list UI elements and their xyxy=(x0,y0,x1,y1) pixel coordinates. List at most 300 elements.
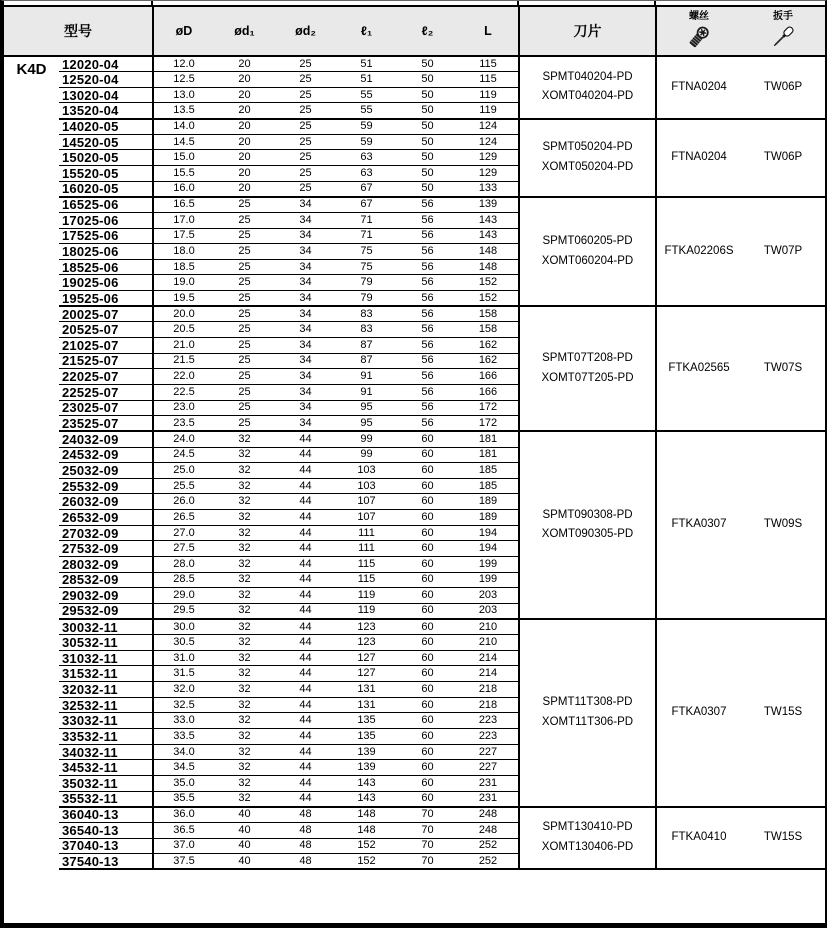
dim-cell: 60 xyxy=(397,463,458,479)
dim-cell: 25 xyxy=(275,103,336,119)
model-cell: 20025-07 xyxy=(59,306,153,322)
dim-cell: 50 xyxy=(397,72,458,88)
col-header-model: 型号 xyxy=(4,6,153,56)
dim-cell: 44 xyxy=(275,666,336,682)
dim-cell: 40 xyxy=(214,838,275,854)
dim-cell: 33.5 xyxy=(153,729,214,745)
dim-cell: 32 xyxy=(214,463,275,479)
dim-cell: 56 xyxy=(397,384,458,400)
dim-cell: 21.5 xyxy=(153,353,214,369)
dim-cell: 148 xyxy=(458,259,519,275)
dim-cell: 139 xyxy=(458,197,519,213)
dim-cell: 18.0 xyxy=(153,244,214,260)
dim-cell: 87 xyxy=(336,353,397,369)
dim-cell: 60 xyxy=(397,510,458,526)
dim-cell: 59 xyxy=(336,119,397,135)
dim-cell: 14.0 xyxy=(153,119,214,135)
dim-cell: 60 xyxy=(397,478,458,494)
insert-code: XOMT07T205-PD xyxy=(541,371,634,384)
dim-cell: 50 xyxy=(397,181,458,197)
dim-cell: 56 xyxy=(397,306,458,322)
dim-cell: 23.5 xyxy=(153,416,214,432)
dim-cell: 32 xyxy=(214,697,275,713)
dim-cell: 210 xyxy=(458,619,519,635)
dim-cell: 133 xyxy=(458,181,519,197)
insert-code: SPMT040204-PD xyxy=(542,70,633,83)
dim-cell: 34 xyxy=(275,306,336,322)
dim-cell: 35.0 xyxy=(153,775,214,791)
dim-cell: 32.0 xyxy=(153,682,214,698)
model-cell: 21525-07 xyxy=(59,353,153,369)
dim-cell: 50 xyxy=(397,134,458,150)
dim-cell: 25 xyxy=(275,72,336,88)
model-cell: 37540-13 xyxy=(59,854,153,870)
wrench-cell: TW07P xyxy=(741,197,825,306)
wrench-cell: TW06P xyxy=(741,119,825,197)
dim-cell: 16.0 xyxy=(153,181,214,197)
dim-cell: 32 xyxy=(214,510,275,526)
dim-cell: 162 xyxy=(458,338,519,354)
dim-cell: 99 xyxy=(336,431,397,447)
dim-cell: 27.5 xyxy=(153,541,214,557)
model-cell: 21025-07 xyxy=(59,338,153,354)
dim-cell: 25 xyxy=(275,87,336,103)
model-cell: 30032-11 xyxy=(59,619,153,635)
model-cell: 26532-09 xyxy=(59,510,153,526)
dim-cell: 20 xyxy=(214,72,275,88)
dim-cell: 40 xyxy=(214,822,275,838)
dim-cell: 181 xyxy=(458,431,519,447)
col-header-l1: ℓ₁ xyxy=(336,6,397,56)
col-header-screw xyxy=(656,6,741,56)
model-cell: 15520-05 xyxy=(59,165,153,181)
dim-cell: 123 xyxy=(336,635,397,651)
dim-cell: 60 xyxy=(397,775,458,791)
col-header-od2: ød₂ xyxy=(275,6,336,56)
dim-cell: 25 xyxy=(275,56,336,72)
dim-cell: 63 xyxy=(336,165,397,181)
dim-cell: 32 xyxy=(214,744,275,760)
dim-cell: 44 xyxy=(275,729,336,745)
dim-cell: 20.5 xyxy=(153,322,214,338)
model-cell: 23025-07 xyxy=(59,400,153,416)
dim-cell: 143 xyxy=(336,775,397,791)
dim-cell: 172 xyxy=(458,400,519,416)
dim-cell: 115 xyxy=(336,572,397,588)
dim-cell: 50 xyxy=(397,87,458,103)
dim-cell: 60 xyxy=(397,541,458,557)
dim-cell: 40 xyxy=(214,807,275,823)
model-cell: 36540-13 xyxy=(59,822,153,838)
dim-cell: 135 xyxy=(336,729,397,745)
dim-cell: 203 xyxy=(458,588,519,604)
dim-cell: 25 xyxy=(214,244,275,260)
dim-cell: 50 xyxy=(397,103,458,119)
dim-cell: 22.5 xyxy=(153,384,214,400)
dim-cell: 34 xyxy=(275,212,336,228)
dim-cell: 37.0 xyxy=(153,838,214,854)
dim-cell: 21.0 xyxy=(153,338,214,354)
dim-cell: 60 xyxy=(397,713,458,729)
column-divider-stub xyxy=(517,1,519,5)
dim-cell: 67 xyxy=(336,181,397,197)
dim-cell: 51 xyxy=(336,56,397,72)
model-cell: 15020-05 xyxy=(59,150,153,166)
dim-cell: 48 xyxy=(275,807,336,823)
model-cell: 17525-06 xyxy=(59,228,153,244)
dim-cell: 26.5 xyxy=(153,510,214,526)
screw-cell: FTKA0307 xyxy=(656,431,741,619)
dim-cell: 95 xyxy=(336,400,397,416)
dim-cell: 166 xyxy=(458,369,519,385)
dim-cell: 12.5 xyxy=(153,72,214,88)
dim-cell: 60 xyxy=(397,791,458,807)
series-label: K4D xyxy=(16,61,47,78)
col-header-insert: 刀片 xyxy=(519,6,656,56)
dim-cell: 60 xyxy=(397,431,458,447)
dim-cell: 20 xyxy=(214,56,275,72)
dim-cell: 71 xyxy=(336,212,397,228)
dim-cell: 12.0 xyxy=(153,56,214,72)
dim-cell: 50 xyxy=(397,56,458,72)
screwdriver-icon xyxy=(769,23,797,51)
dim-cell: 32 xyxy=(214,775,275,791)
dim-cell: 194 xyxy=(458,525,519,541)
dim-cell: 36.5 xyxy=(153,822,214,838)
dim-cell: 44 xyxy=(275,557,336,573)
model-cell: 34032-11 xyxy=(59,744,153,760)
dim-cell: 32 xyxy=(214,572,275,588)
dim-cell: 158 xyxy=(458,322,519,338)
model-cell: 24032-09 xyxy=(59,431,153,447)
dim-cell: 115 xyxy=(336,557,397,573)
insert-code: XOMT050204-PD xyxy=(541,160,634,173)
model-cell: 22525-07 xyxy=(59,384,153,400)
dim-cell: 13.5 xyxy=(153,103,214,119)
model-cell: 31032-11 xyxy=(59,650,153,666)
dim-cell: 44 xyxy=(275,697,336,713)
dim-cell: 60 xyxy=(397,603,458,619)
dim-cell: 152 xyxy=(336,838,397,854)
insert-code: XOMT11T306-PD xyxy=(541,715,634,728)
dim-cell: 50 xyxy=(397,119,458,135)
dim-cell: 34 xyxy=(275,197,336,213)
screw-label: 螺丝 xyxy=(689,10,709,22)
dim-cell: 44 xyxy=(275,760,336,776)
dim-cell: 44 xyxy=(275,431,336,447)
model-cell: 32532-11 xyxy=(59,697,153,713)
dim-cell: 25 xyxy=(214,212,275,228)
dim-cell: 60 xyxy=(397,525,458,541)
dim-cell: 55 xyxy=(336,87,397,103)
dim-cell: 185 xyxy=(458,463,519,479)
model-cell: 37040-13 xyxy=(59,838,153,854)
table-row xyxy=(4,807,825,823)
insert-code: SPMT050204-PD xyxy=(542,141,633,154)
dim-cell: 32 xyxy=(214,650,275,666)
dim-cell: 91 xyxy=(336,369,397,385)
screw-cell: FTKA0410 xyxy=(656,807,741,870)
dim-cell: 32 xyxy=(214,525,275,541)
dim-cell: 36.0 xyxy=(153,807,214,823)
dim-cell: 27.0 xyxy=(153,525,214,541)
screw-cell: FTKA02565 xyxy=(656,306,741,431)
insert-cell xyxy=(519,306,656,431)
dim-cell: 44 xyxy=(275,447,336,463)
dim-cell: 166 xyxy=(458,384,519,400)
dim-cell: 34 xyxy=(275,291,336,307)
dim-cell: 20.0 xyxy=(153,306,214,322)
model-cell: 33032-11 xyxy=(59,713,153,729)
dim-cell: 30.5 xyxy=(153,635,214,651)
col-header-oD: øD xyxy=(153,6,214,56)
dim-cell: 32 xyxy=(214,447,275,463)
dim-cell: 143 xyxy=(336,791,397,807)
dim-cell: 25 xyxy=(214,416,275,432)
dim-cell: 25 xyxy=(214,400,275,416)
model-cell: 16020-05 xyxy=(59,181,153,197)
dim-cell: 131 xyxy=(336,697,397,713)
model-cell: 12020-04 xyxy=(59,56,153,72)
dim-cell: 56 xyxy=(397,338,458,354)
dim-cell: 218 xyxy=(458,697,519,713)
model-cell: 29532-09 xyxy=(59,603,153,619)
dim-cell: 20 xyxy=(214,119,275,135)
dim-cell: 56 xyxy=(397,275,458,291)
dim-cell: 25 xyxy=(214,275,275,291)
dim-cell: 20 xyxy=(214,181,275,197)
dim-cell: 34 xyxy=(275,275,336,291)
dim-cell: 34 xyxy=(275,259,336,275)
insert-code: SPMT090308-PD xyxy=(542,508,633,521)
dim-cell: 25 xyxy=(214,322,275,338)
dim-cell: 25.0 xyxy=(153,463,214,479)
dim-cell: 34 xyxy=(275,353,336,369)
model-cell: 32032-11 xyxy=(59,682,153,698)
dim-cell: 252 xyxy=(458,854,519,870)
dim-cell: 13.0 xyxy=(153,87,214,103)
dim-cell: 79 xyxy=(336,291,397,307)
dim-cell: 75 xyxy=(336,244,397,260)
dim-cell: 115 xyxy=(458,72,519,88)
dim-cell: 148 xyxy=(458,244,519,260)
dim-cell: 32 xyxy=(214,603,275,619)
dim-cell: 25 xyxy=(214,197,275,213)
dim-cell: 60 xyxy=(397,666,458,682)
dim-cell: 60 xyxy=(397,572,458,588)
dim-cell: 44 xyxy=(275,572,336,588)
dim-cell: 60 xyxy=(397,635,458,651)
dim-cell: 32 xyxy=(214,431,275,447)
dim-cell: 185 xyxy=(458,478,519,494)
model-cell: 31532-11 xyxy=(59,666,153,682)
table-row xyxy=(4,119,825,135)
wrench-cell: TW06P xyxy=(741,56,825,119)
dim-cell: 70 xyxy=(397,822,458,838)
dim-cell: 15.0 xyxy=(153,150,214,166)
model-cell: 19025-06 xyxy=(59,275,153,291)
dim-cell: 199 xyxy=(458,557,519,573)
dim-cell: 48 xyxy=(275,838,336,854)
dim-cell: 26.0 xyxy=(153,494,214,510)
model-cell: 14520-05 xyxy=(59,134,153,150)
model-cell: 26032-09 xyxy=(59,494,153,510)
column-divider-stub xyxy=(654,1,656,5)
dim-cell: 25 xyxy=(275,150,336,166)
dim-cell: 25 xyxy=(214,228,275,244)
dim-cell: 189 xyxy=(458,494,519,510)
dim-cell: 44 xyxy=(275,775,336,791)
spec-table xyxy=(4,5,825,870)
dim-cell: 252 xyxy=(458,838,519,854)
dim-cell: 158 xyxy=(458,306,519,322)
dim-cell: 115 xyxy=(458,56,519,72)
dim-cell: 107 xyxy=(336,494,397,510)
table-row xyxy=(4,619,825,635)
model-cell: 25532-09 xyxy=(59,478,153,494)
dim-cell: 25.5 xyxy=(153,478,214,494)
wrench-cell: TW15S xyxy=(741,619,825,807)
wrench-cell: TW07S xyxy=(741,306,825,431)
dim-cell: 32 xyxy=(214,682,275,698)
dim-cell: 227 xyxy=(458,744,519,760)
dim-cell: 20 xyxy=(214,87,275,103)
dim-cell: 111 xyxy=(336,541,397,557)
dim-cell: 16.5 xyxy=(153,197,214,213)
wrench-cell: TW09S xyxy=(741,431,825,619)
dim-cell: 60 xyxy=(397,760,458,776)
dim-cell: 152 xyxy=(336,854,397,870)
dim-cell: 56 xyxy=(397,400,458,416)
model-cell: 14020-05 xyxy=(59,119,153,135)
dim-cell: 44 xyxy=(275,650,336,666)
dim-cell: 32 xyxy=(214,791,275,807)
dim-cell: 20 xyxy=(214,150,275,166)
model-cell: 16525-06 xyxy=(59,197,153,213)
dim-cell: 56 xyxy=(397,416,458,432)
dim-cell: 25 xyxy=(275,181,336,197)
column-divider-stub xyxy=(151,1,153,5)
insert-cell xyxy=(519,807,656,870)
dim-cell: 143 xyxy=(458,212,519,228)
dim-cell: 20 xyxy=(214,134,275,150)
dim-cell: 70 xyxy=(397,854,458,870)
dim-cell: 34 xyxy=(275,369,336,385)
dim-cell: 32 xyxy=(214,713,275,729)
model-cell: 29032-09 xyxy=(59,588,153,604)
dim-cell: 111 xyxy=(336,525,397,541)
dim-cell: 95 xyxy=(336,416,397,432)
dim-cell: 60 xyxy=(397,650,458,666)
insert-code: XOMT060204-PD xyxy=(541,254,634,267)
dim-cell: 14.5 xyxy=(153,134,214,150)
dim-cell: 60 xyxy=(397,729,458,745)
dim-cell: 28.5 xyxy=(153,572,214,588)
dim-cell: 44 xyxy=(275,525,336,541)
dim-cell: 214 xyxy=(458,666,519,682)
dim-cell: 20 xyxy=(214,165,275,181)
dim-cell: 56 xyxy=(397,244,458,260)
model-cell: 27532-09 xyxy=(59,541,153,557)
dim-cell: 56 xyxy=(397,353,458,369)
dim-cell: 248 xyxy=(458,822,519,838)
insert-code: XOMT040204-PD xyxy=(541,90,634,103)
screw-cell: FTNA0204 xyxy=(656,56,741,119)
dim-cell: 172 xyxy=(458,416,519,432)
model-cell: 13020-04 xyxy=(59,87,153,103)
dim-cell: 181 xyxy=(458,447,519,463)
dim-cell: 55 xyxy=(336,103,397,119)
dim-cell: 29.5 xyxy=(153,603,214,619)
dim-cell: 56 xyxy=(397,228,458,244)
model-cell: 22025-07 xyxy=(59,369,153,385)
insert-cell xyxy=(519,119,656,197)
dim-cell: 135 xyxy=(336,713,397,729)
dim-cell: 25 xyxy=(214,353,275,369)
dim-cell: 70 xyxy=(397,838,458,854)
col-header-l2: ℓ₂ xyxy=(397,6,458,56)
model-cell: 27032-09 xyxy=(59,525,153,541)
dim-cell: 231 xyxy=(458,791,519,807)
col-header-od1: ød₁ xyxy=(214,6,275,56)
dim-cell: 60 xyxy=(397,557,458,573)
dim-cell: 124 xyxy=(458,119,519,135)
table-row xyxy=(4,306,825,322)
dim-cell: 103 xyxy=(336,463,397,479)
dim-cell: 143 xyxy=(458,228,519,244)
dim-cell: 44 xyxy=(275,478,336,494)
dim-cell: 44 xyxy=(275,635,336,651)
col-header-L: L xyxy=(458,6,519,56)
dim-cell: 129 xyxy=(458,150,519,166)
dim-cell: 40 xyxy=(214,854,275,870)
dim-cell: 59 xyxy=(336,134,397,150)
dim-cell: 44 xyxy=(275,510,336,526)
model-cell: 34532-11 xyxy=(59,760,153,776)
dim-cell: 29.0 xyxy=(153,588,214,604)
model-cell: 17025-06 xyxy=(59,212,153,228)
insert-code: SPMT060205-PD xyxy=(542,234,633,247)
model-cell: 20525-07 xyxy=(59,322,153,338)
table-row xyxy=(4,56,825,72)
dim-cell: 32 xyxy=(214,760,275,776)
dim-cell: 129 xyxy=(458,165,519,181)
dim-cell: 127 xyxy=(336,666,397,682)
dim-cell: 227 xyxy=(458,760,519,776)
dim-cell: 83 xyxy=(336,306,397,322)
dim-cell: 32 xyxy=(214,494,275,510)
dim-cell: 32 xyxy=(214,729,275,745)
dim-cell: 17.0 xyxy=(153,212,214,228)
dim-cell: 99 xyxy=(336,447,397,463)
dim-cell: 248 xyxy=(458,807,519,823)
dim-cell: 203 xyxy=(458,603,519,619)
dim-cell: 37.5 xyxy=(153,854,214,870)
dim-cell: 25 xyxy=(275,134,336,150)
dim-cell: 218 xyxy=(458,682,519,698)
dim-cell: 20 xyxy=(214,103,275,119)
dim-cell: 148 xyxy=(336,807,397,823)
model-cell: 28032-09 xyxy=(59,557,153,573)
dim-cell: 70 xyxy=(397,807,458,823)
insert-code: XOMT090305-PD xyxy=(541,528,634,541)
dim-cell: 56 xyxy=(397,197,458,213)
dim-cell: 123 xyxy=(336,619,397,635)
model-cell: 23525-07 xyxy=(59,416,153,432)
dim-cell: 44 xyxy=(275,463,336,479)
dim-cell: 32.5 xyxy=(153,697,214,713)
dim-cell: 60 xyxy=(397,588,458,604)
